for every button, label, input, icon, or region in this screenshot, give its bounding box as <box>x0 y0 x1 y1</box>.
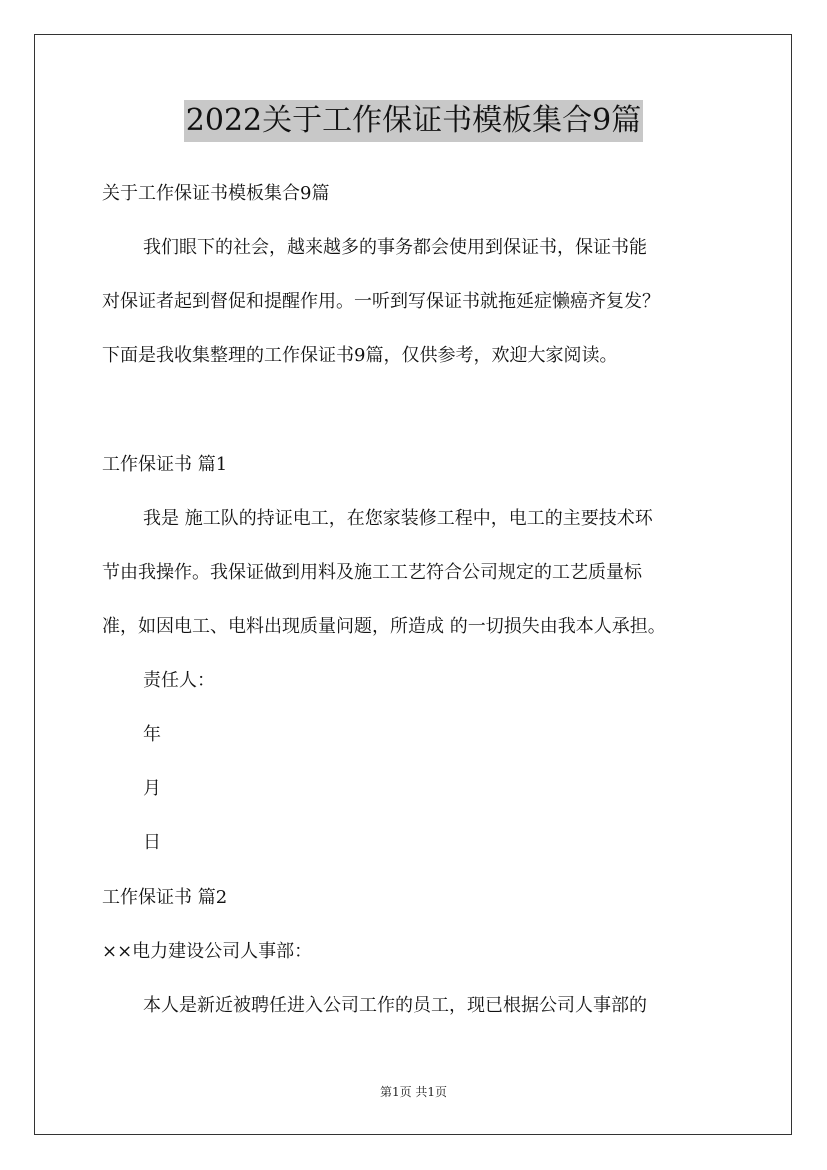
section-1-line-3: 准，如因电工、电料出现质量问题，所造成 的一切损失由我本人承担。 <box>102 616 666 637</box>
section-1-heading: 工作保证书 篇1 <box>102 454 228 475</box>
document-subtitle: 关于工作保证书模板集合9篇 <box>102 183 330 204</box>
date-year: 年 <box>143 724 161 745</box>
intro-line-3: 下面是我收集整理的工作保证书9篇，仅供参考，欢迎大家阅读。 <box>102 345 618 366</box>
signature-label: 责任人： <box>143 670 215 691</box>
section-2-salutation: ××电力建设公司人事部： <box>102 941 313 962</box>
date-month: 月 <box>143 778 161 799</box>
page-footer: 第1页 共1页 <box>379 1085 448 1099</box>
intro-line-1: 我们眼下的社会，越来越多的事务都会使用到保证书，保证书能 <box>143 237 647 258</box>
intro-line-2: 对保证者起到督促和提醒作用。一听到写保证书就拖延症懒癌齐复发？ <box>102 291 660 312</box>
title-container <box>0 100 827 142</box>
section-2-heading: 工作保证书 篇2 <box>102 887 228 908</box>
section-1-line-1: 我是 施工队的持证电工，在您家装修工程中，电工的主要技术环 <box>143 508 653 529</box>
date-day: 日 <box>143 832 161 853</box>
section-2-line-1: 本人是新近被聘任进入公司工作的员工，现已根据公司人事部的 <box>143 995 647 1016</box>
section-1-line-2: 节由我操作。我保证做到用料及施工工艺符合公司规定的工艺质量标 <box>102 562 642 583</box>
document-title: 2022关于工作保证书模板集合9篇 <box>184 100 643 142</box>
